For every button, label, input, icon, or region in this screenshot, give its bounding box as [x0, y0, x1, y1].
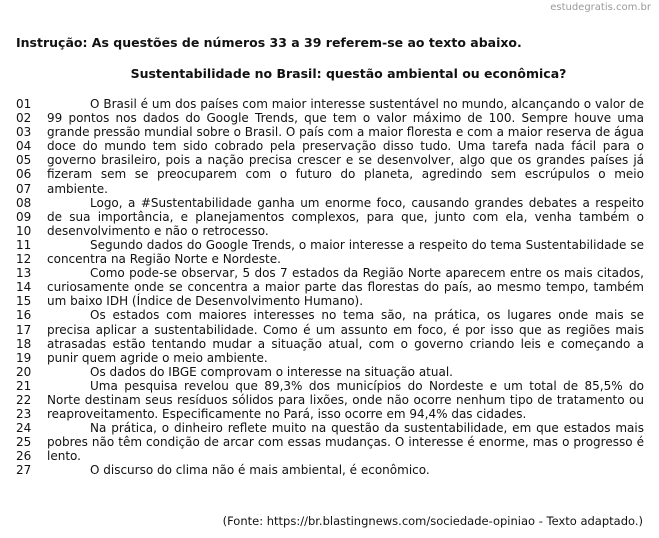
line-number: 01: [16, 97, 32, 111]
line-number: 03: [16, 125, 32, 140]
line-number: 05: [16, 153, 32, 168]
paragraph: O discurso do clima não é mais ambiental, é econômico.: [90, 463, 430, 478]
line-number-column: [16, 97, 31, 478]
line-number: 08: [16, 195, 32, 210]
line-number: 21: [16, 378, 32, 393]
line-number: 22: [16, 392, 32, 407]
paragraph: Na prática, o dinheiro reflete muito na questão da sustentabilidade, em que estados mais pobres não têm condição de arcar com essas mudanças. O interesse é enorme, mas o progresso é lento.: [47, 421, 644, 464]
paragraph: Segundo dados do Google Trends, o maior interesse a respeito do tema Sustentabilidade se concentra na Região Norte e Nordeste.: [47, 237, 644, 267]
line-number: 11: [16, 237, 32, 252]
paragraph: Uma pesquisa revelou que 89,3% dos municípios do Nordeste e um total de 85,5% do Norte destinam seus resíduos sólidos para lixões, onde não ocorre nenhum tipo de tratamento ou reaproveitamento. Especificamente no Pará, isso ocorre em 94,4% das cidades.: [47, 378, 644, 422]
line-number: 20: [16, 364, 32, 379]
line-number: 15: [16, 294, 32, 309]
text-title: Sustentabilidade no Brasil: questão ambiental ou econômica?: [130, 66, 567, 81]
line-number: 04: [16, 139, 32, 154]
paragraph: O Brasil é um dos países com maior interesse sustentável no mundo, alcançando o valor de 99 pontos nos dados do Google Trends, que tem o valor máximo de 100. Sempre houve uma grande pressão mundial sobre o Brasil. O país com a maior floresta e com a maior reserva de água doce do mundo tem sido cobrado pela preservação disso tudo. Uma tarefa nada fácil para o governo brasileiro, pois a nação precisa crescer e se desenvolver, algo que os grandes países já fizeram sem se preocuparem com o futuro do planeta, agredindo sem escrúpulos o meio ambiente.: [47, 97, 644, 196]
site-watermark: estudegratis.com.br: [550, 2, 651, 13]
instruction-text: Instrução: As questões de números 33 a 39 referem-se ao texto abaixo.: [16, 35, 522, 50]
line-number: 24: [16, 421, 32, 436]
line-number: 25: [16, 435, 32, 450]
paragraph: Os dados do IBGE comprovam o interesse na situação atual.: [90, 364, 453, 379]
line-number: 16: [16, 308, 32, 323]
line-number: 18: [16, 336, 32, 351]
line-number: 23: [16, 407, 32, 422]
line-number: 07: [16, 181, 32, 196]
line-number: 12: [16, 252, 32, 267]
paragraph: Como pode-se observar, 5 dos 7 estados da Região Norte aparecem entre os mais citados, curiosamente onde se concentra a maior parte das florestas do país, ao mesmo tempo, também um baixo IDH (Índice de Desenvolvimento Humano).: [47, 266, 644, 309]
source-citation: (Fonte: https://br.blastingnews.com/sociedade-opiniao - Texto adaptado.): [222, 514, 643, 528]
paragraph: Logo, a #Sustentabilidade ganha um enorme foco, causando grandes debates a respeito de sua importância, e planejamentos complexos, para que, junto com ela, venha também o desenvolvimento e não o retrocesso.: [47, 195, 644, 238]
line-number: 14: [16, 280, 32, 295]
line-number: 10: [16, 223, 32, 238]
line-number: 13: [16, 266, 32, 281]
line-number: 19: [16, 350, 32, 365]
line-number: 06: [16, 167, 32, 182]
body-text: [47, 97, 644, 478]
line-number: 17: [16, 322, 32, 337]
line-number: 26: [16, 449, 32, 464]
line-number: 27: [16, 463, 32, 478]
line-number: 09: [16, 209, 32, 224]
paragraph: Os estados com maiores interesses no tema são, na prática, os lugares onde mais se precisa aplicar a sustentabilidade. Como é um assunto em foco, é por isso que as regiões mais atrasadas estão tentando mudar a situação atual, com o governo criando leis e começando a punir quem agride o meio ambiente.: [47, 308, 644, 365]
line-number: 02: [16, 111, 32, 126]
